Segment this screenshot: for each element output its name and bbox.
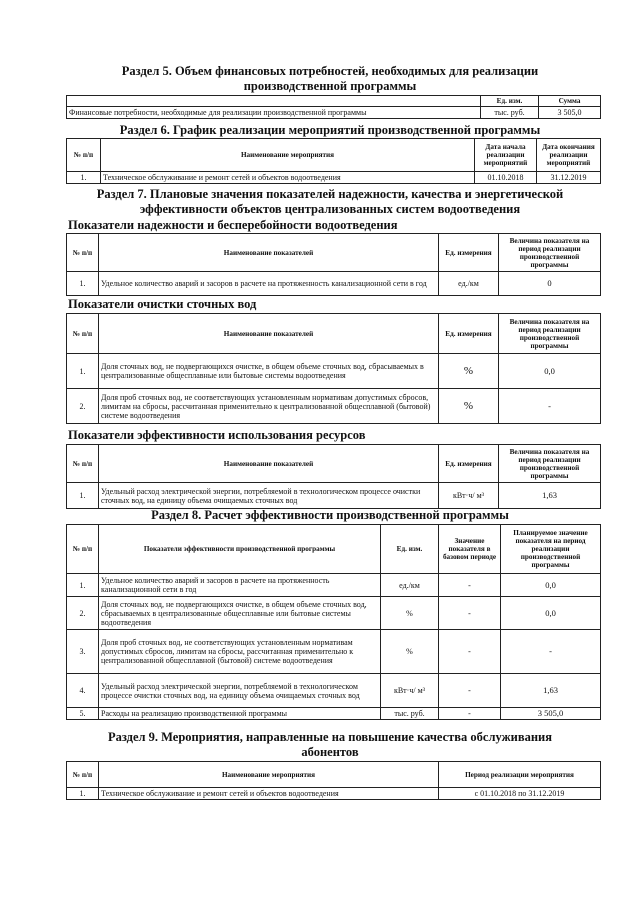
section9-title-line2: абонентов [301, 745, 359, 759]
reliability-row-unit: ед./км [439, 272, 499, 296]
section8-head-unit: Ед. изм. [381, 525, 439, 574]
section9-title-line1: Раздел 9. Мероприятия, направленные на повышение качества обслуживания [107, 730, 553, 744]
section5-title-line1: Раздел 5. Объем финансовых потребностей, необходимых для реализации [121, 64, 539, 78]
resources-subtitle: Показатели эффективности использования ресурсов [68, 428, 366, 442]
table-row [67, 597, 601, 630]
table-row [67, 574, 601, 597]
section5-title-line2: производственной программы [243, 79, 417, 93]
section6-row-name: Техническое обслуживание и ремонт сетей и объектов водоотведения [101, 172, 475, 184]
section7-title-line1: Раздел 7. Плановые значения показателей надежности, качества и энергетической [96, 187, 564, 201]
section8-row1-plan: 0,0 [501, 574, 601, 597]
section5-head-unit: Ед. изм. [481, 96, 539, 107]
section9-row-name: Техническое обслуживание и ремонт сетей и объектов водоотведения [99, 788, 439, 800]
section8-row5-base: - [439, 708, 501, 720]
section8-title: Раздел 8. Расчет эффективности производственной программы [151, 508, 509, 522]
reliability-row-name: Удельное количество аварий и засоров в расчете на протяженность канализационной сети в год [99, 272, 439, 296]
section7-title-line2: эффективности объектов централизованных систем водоотведения [139, 202, 521, 216]
resources-head-name: Наименование показателей [99, 445, 439, 483]
section6-row-start: 01.10.2018 [475, 172, 537, 184]
section9-head-period: Период реализации мероприятия [439, 762, 601, 788]
section6-head-num: № п/п [67, 139, 101, 172]
section5-title [60, 64, 600, 94]
cleaning-head-name: Наименование показателей [99, 314, 439, 354]
section8-row4-base: - [439, 674, 501, 708]
cleaning-row1-num: 1. [67, 354, 99, 389]
section6-row-end: 31.12.2019 [537, 172, 601, 184]
resources-row-name: Удельный расход электрической энергии, потребляемой в технологическом процессе очистки сточных вод, на единицу объема очищаемых сточных вод [99, 483, 439, 509]
section8-head-plan: Планируемое значение показателя на период реализации производственной программы [501, 525, 601, 574]
section8-row3-plan: - [501, 630, 601, 674]
cleaning-table [66, 313, 601, 424]
cleaning-row1-name: Доля сточных вод, не подвергающихся очистке, в общем объеме сточных вод, сбрасываемых в централизованные общесплавные или бытовые системы водоотведения [99, 354, 439, 389]
section8-row3-base: - [439, 630, 501, 674]
section5-blank-header [67, 96, 481, 107]
section8-row4-name: Удельный расход электрической энергии, потребляемой в технологическом процессе очистки сточных вод, на единицу объема очищаемых сточных вод [99, 674, 381, 708]
table-row [67, 708, 601, 720]
cleaning-head-value: Величина показателя на период реализации производственной программы [499, 314, 601, 354]
section8-row5-num: 5. [67, 708, 99, 720]
resources-head-unit: Ед. измерения [439, 445, 499, 483]
section9-title [60, 730, 600, 760]
reliability-table [66, 233, 601, 296]
section8-row3-unit: % [381, 630, 439, 674]
section6-head-start: Дата начала реализации мероприятий [475, 139, 537, 172]
section8-row2-num: 2. [67, 597, 99, 630]
resources-row-value: 1,63 [499, 483, 601, 509]
table-row [67, 389, 601, 424]
table-row [67, 788, 601, 800]
table-row [67, 483, 601, 509]
cleaning-row2-unit: % [439, 389, 499, 424]
section8-row2-base: - [439, 597, 501, 630]
table-row [67, 354, 601, 389]
resources-head-num: № п/п [67, 445, 99, 483]
section8-head-base: Значение показателя в базовом периоде [439, 525, 501, 574]
section8-row2-unit: % [381, 597, 439, 630]
reliability-row-value: 0 [499, 272, 601, 296]
section8-row4-unit: кВт·ч/ м³ [381, 674, 439, 708]
section5-row-name: Финансовые потребности, необходимые для реализации производственной программы [67, 107, 481, 119]
reliability-head-num: № п/п [67, 234, 99, 272]
cleaning-row2-value: - [499, 389, 601, 424]
section7-title [60, 187, 600, 217]
section6-title: Раздел 6. График реализации мероприятий производственной программы [119, 123, 541, 137]
section5-table [66, 95, 601, 119]
table-row [67, 272, 601, 296]
section8-head-num: № п/п [67, 525, 99, 574]
cleaning-head-num: № п/п [67, 314, 99, 354]
section8-row2-name: Доля сточных вод, не подвергающихся очистке, в общем объеме сточных вод, сбрасываемых в централизованные общесплавные или бытовые системы водоотведения [99, 597, 381, 630]
cleaning-row1-unit: % [439, 354, 499, 389]
reliability-head-value: Величина показателя на период реализации производственной программы [499, 234, 601, 272]
reliability-head-name: Наименование показателей [99, 234, 439, 272]
section8-row5-unit: тыс. руб. [381, 708, 439, 720]
reliability-row-num: 1. [67, 272, 99, 296]
section8-row1-base: - [439, 574, 501, 597]
section8-row1-unit: ед./км [381, 574, 439, 597]
section8-table [66, 524, 601, 720]
resources-row-unit: кВт·ч/ м³ [439, 483, 499, 509]
reliability-subtitle: Показатели надежности и бесперебойности водоотведения [68, 218, 398, 232]
resources-row-num: 1. [67, 483, 99, 509]
section9-row-period: с 01.10.2018 по 31.12.2019 [439, 788, 601, 800]
section8-row2-plan: 0,0 [501, 597, 601, 630]
cleaning-head-unit: Ед. измерения [439, 314, 499, 354]
cleaning-row2-name: Доля проб сточных вод, не соответствующих установленным нормативам допустимых сбросов, лимитам на сбросы, рассчитанная применительно к централизованной общесплавной (бытовой) системе водоотведения [99, 389, 439, 424]
section8-row4-plan: 1,63 [501, 674, 601, 708]
table-row [67, 674, 601, 708]
reliability-head-unit: Ед. измерения [439, 234, 499, 272]
section8-row1-name: Удельное количество аварий и засоров в расчете на протяженность канализационной сети в год [99, 574, 381, 597]
section8-row3-num: 3. [67, 630, 99, 674]
section6-head-name: Наименование мероприятия [101, 139, 475, 172]
table-row [67, 630, 601, 674]
section6-table [66, 138, 601, 184]
section8-row5-plan: 3 505,0 [501, 708, 601, 720]
section5-head-sum: Сумма [539, 96, 601, 107]
cleaning-subtitle: Показатели очистки сточных вод [68, 297, 257, 311]
section8-row4-num: 4. [67, 674, 99, 708]
section5-row-sum: 3 505,0 [539, 107, 601, 119]
section6-head-end: Дата окончания реализации мероприятий [537, 139, 601, 172]
resources-head-value: Величина показателя на период реализации производственной программы [499, 445, 601, 483]
section8-row1-num: 1. [67, 574, 99, 597]
section9-table [66, 761, 601, 800]
section8-head-name: Показатели эффективности производственной программы [99, 525, 381, 574]
section8-row3-name: Доля проб сточных вод, не соответствующих установленным нормативам допустимых сбросов, лимитам на сбросы, рассчитанная применительно к централизованной общесплавной (бытовой) системе водоотведения [99, 630, 381, 674]
section9-head-num: № п/п [67, 762, 99, 788]
resources-table [66, 444, 601, 509]
section5-row-unit: тыс. руб. [481, 107, 539, 119]
section9-head-name: Наименование мероприятия [99, 762, 439, 788]
section9-row-num: 1. [67, 788, 99, 800]
cleaning-row2-num: 2. [67, 389, 99, 424]
cleaning-row1-value: 0,0 [499, 354, 601, 389]
section6-row-num: 1. [67, 172, 101, 184]
section8-row5-name: Расходы на реализацию производственной программы [99, 708, 381, 720]
